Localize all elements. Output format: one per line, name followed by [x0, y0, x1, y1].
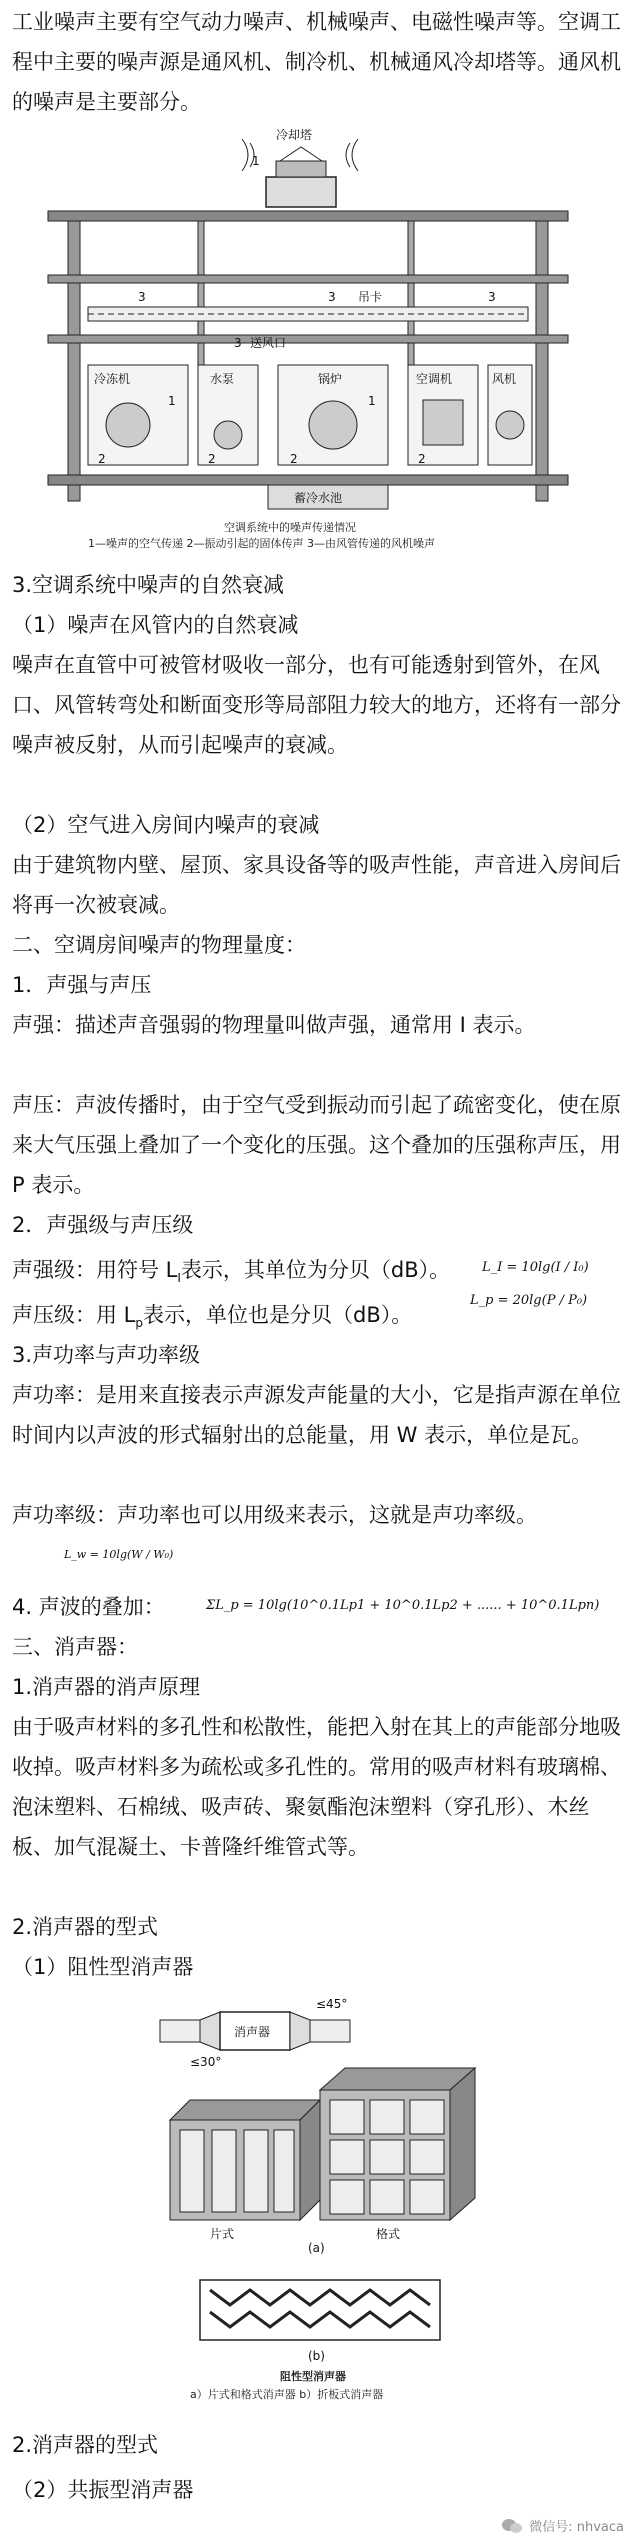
wechat-icon [501, 2518, 523, 2534]
roof-slab [48, 211, 568, 221]
section-3-2-body: 由于建筑物内壁、屋顶、家具设备等的吸声性能，声音进入房间后将再一次被衰减。 [12, 853, 621, 917]
fan-icon [496, 411, 524, 439]
num-3-b: 3 [328, 290, 336, 304]
num-1-top: 1 [252, 154, 260, 168]
p2-3-title: 3.声功率与声功率级 [12, 1343, 201, 1367]
section-3-2-title: （2）空气进入房间内噪声的衰减 [12, 813, 320, 837]
ac-label: 空调机 [416, 372, 453, 386]
formula-intensity-level: L_I = 10lg(I / I₀) [482, 1260, 589, 1275]
p3-2-title: 2.消声器的型式 [12, 1915, 159, 1939]
num-2-a: 2 [98, 452, 106, 466]
basement-floor [48, 475, 568, 485]
folded-plate-muffler-icon [200, 2280, 440, 2340]
formula-pressure-level: L_p = 20lg(P / P₀) [470, 1293, 588, 1308]
p2-2-title: 2．声强级与声压级 [12, 1213, 194, 1237]
figure2-caption-title: 阻性型消声器 [280, 2370, 346, 2383]
num-3-c: 3 [234, 336, 242, 350]
chiller-label: 冷冻机 [94, 372, 131, 386]
resistive-muffler-diagram [150, 1990, 490, 2410]
boiler-label: 锅炉 [318, 372, 343, 386]
num-2-d: 2 [418, 452, 426, 466]
pump-icon [214, 421, 242, 449]
grid-muffler-icon [320, 2068, 475, 2220]
cooling-tower-label: 冷却塔 [276, 128, 313, 142]
num-3-d: 3 [488, 290, 496, 304]
p3-2-1-title: （1）阻性型消声器 [12, 1955, 194, 1979]
watermark [501, 2516, 624, 2535]
p3-2b-title: 2.消声器的型式 [12, 2433, 159, 2457]
noise-transmission-diagram [28, 125, 588, 555]
num-1-b: 1 [368, 394, 376, 408]
fan-label: 风机 [492, 372, 517, 386]
section-3-1-title: （1）噪声在风管内的自然衰减 [12, 613, 299, 637]
p3-2-2-title: （2）共振型消声器 [12, 2478, 194, 2502]
column-right [536, 221, 548, 501]
num-2-b: 2 [208, 452, 216, 466]
plate-label: 片式 [210, 2227, 235, 2241]
num-1-a: 1 [168, 394, 176, 408]
p2-3-power-level: 声功率级：声功率也可以用级来表示，这就是声功率级。 [12, 1503, 537, 1527]
cold-tank-label: 蓄冷水池 [294, 491, 343, 505]
figure1-caption-title: 空调系统中的噪声传递情况 [224, 521, 356, 534]
cooling-tower-icon [242, 139, 358, 207]
chiller-icon [106, 403, 150, 447]
noise-transmission-figure [28, 125, 588, 555]
figure1-caption-legend: 1—噪声的空气传递 2—振动引起的固体传声 3—由风管传递的风机噪声 [88, 537, 435, 550]
part-3-title: 三、消声器： [12, 1635, 138, 1659]
p3-1-title: 1.消声器的消声原理 [12, 1675, 201, 1699]
p2-1-title: 1．声强与声压 [12, 973, 152, 997]
mark-a: (a) [308, 2241, 325, 2255]
floor-slab-2 [48, 335, 568, 343]
pump-label: 水泵 [210, 372, 235, 386]
ac-unit-icon [423, 400, 463, 445]
column-left [68, 221, 80, 501]
muffler-label: 消声器 [234, 2025, 271, 2039]
part-2-title: 二、空调房间噪声的物理量度： [12, 933, 306, 957]
grid-label: 格式 [376, 2227, 401, 2241]
plate-muffler-icon [170, 2100, 320, 2220]
num-3-a: 3 [138, 290, 146, 304]
p2-2-pressure-level: 声压级：用 $L_p$表示，单位也是分贝（dB）。 [12, 1303, 413, 1331]
section-3-title: 3.空调系统中噪声的自然衰减 [12, 573, 285, 597]
angle-top-label: ≤45° [316, 1997, 348, 2011]
angle-bottom-label: ≤30° [190, 2055, 222, 2069]
hanger-label: 吊卡 [358, 290, 383, 304]
watermark-text: 微信号: nhvaca [529, 2520, 624, 2535]
supply-outlet-label: 送风口 [250, 336, 287, 350]
p2-2-intensity-level: 声强级：用符号 $L_I$表示，其单位为分贝（dB）。 [12, 1258, 451, 1286]
p2-3-power: 声功率：是用来直接表示声源发声能量的大小，它是指声源在单位时间内以声波的形式辐射出的总能量，用 W 表示，单位是瓦。 [12, 1383, 621, 1447]
formula-power-level: L_w = 10lg(W / W₀) [64, 1548, 174, 1561]
p2-4-title: 4. 声波的叠加： [12, 1595, 165, 1619]
intro-paragraph: 工业噪声主要有空气动力噪声、机械噪声、电磁性噪声等。空调工程中主要的噪声源是通风机、制冷机、机械通风冷却塔等。通风机的噪声是主要部分。 [12, 10, 621, 114]
floor-slab-1 [48, 275, 568, 283]
boiler-icon [309, 401, 357, 449]
p2-1-pressure: 声压：声波传播时，由于空气受到振动而引起了疏密变化，使在原来大气压强上叠加了一个变化的压强。这个叠加的压强称声压，用 P 表示。 [12, 1093, 621, 1197]
p2-1-intensity: 声强：描述声音强弱的物理量叫做声强，通常用 I 表示。 [12, 1013, 536, 1037]
p3-1-body: 由于吸声材料的多孔性和松散性，能把入射在其上的声能部分地吸收掉。吸声材料多为疏松或多孔性的。常用的吸声材料有玻璃棉、泡沫塑料、石棉绒、吸声砖、聚氨酯泡沫塑料（穿孔形）、木丝板、加气混凝土、卡普隆纤维管式等。 [12, 1715, 621, 1859]
figure2-caption-legend: a）片式和格式消声器 b）折板式消声器 [190, 2388, 384, 2401]
mark-b: (b) [308, 2349, 325, 2363]
section-3-1-body: 噪声在直管中可被管材吸收一部分，也有可能透射到管外，在风口、风管转弯处和断面变形等局部阻力较大的地方，还将有一部分噪声被反射，从而引起噪声的衰减。 [12, 653, 621, 757]
num-2-c: 2 [290, 452, 298, 466]
resistive-muffler-figure [150, 1990, 490, 2410]
formula-sum: ΣL_p = 10lg(10^0.1Lp1 + 10^0.1Lp2 + ...... + 10^0.1Lpn) [206, 1598, 600, 1613]
